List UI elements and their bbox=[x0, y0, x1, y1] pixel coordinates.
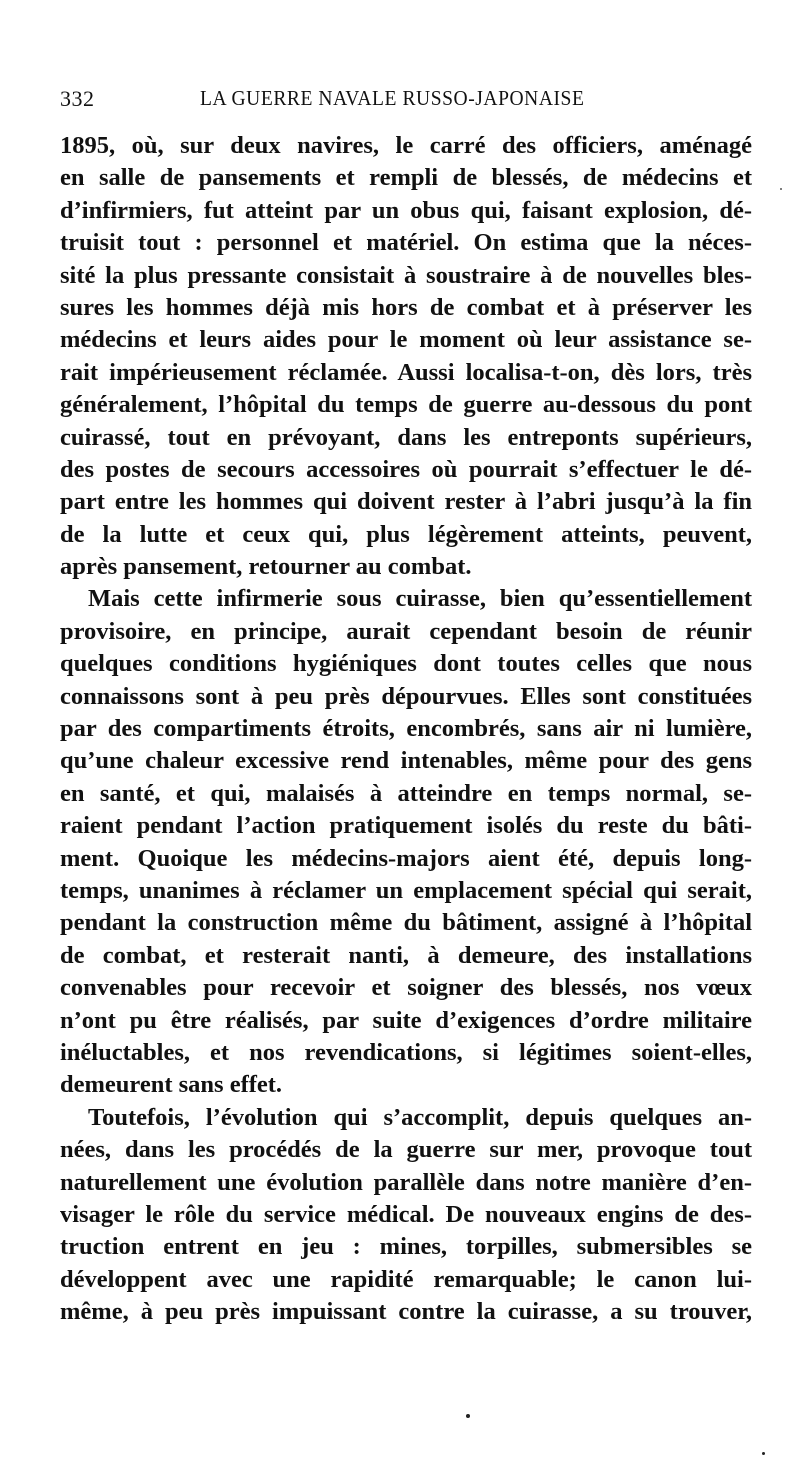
running-title: LA GUERRE NAVALE RUSSO-JAPONAISE bbox=[200, 86, 585, 110]
text-line: qu’une chaleur excessive rend intenables, même pour des gens bbox=[60, 747, 752, 775]
text-line: cuirassé, tout en prévoyant, dans les entreponts supérieurs, bbox=[60, 423, 752, 451]
text-line: truction entrent en jeu : mines, torpilles, submersibles se bbox=[60, 1233, 752, 1261]
text-line: nées, dans les procédés de la guerre sur mer, provoque tout bbox=[60, 1136, 752, 1164]
text-line: en salle de pansements et rempli de blessés, de médecins et bbox=[60, 164, 752, 192]
text-line: de la lutte et ceux qui, plus légèrement atteints, peuvent, bbox=[60, 520, 752, 548]
text-line: part entre les hommes qui doivent rester à l’abri jusqu’à la fin bbox=[60, 488, 752, 516]
text-line: connaissons sont à peu près dépourvues. Elles sont constituées bbox=[60, 682, 752, 710]
text-line: en santé, et qui, malaisés à atteindre en temps normal, se- bbox=[60, 779, 752, 807]
text-line: sité la plus pressante consistait à soustraire à de nouvelles bles- bbox=[60, 261, 752, 289]
text-line: temps, unanimes à réclamer un emplacement spécial qui serait, bbox=[60, 876, 752, 904]
text-line: sures les hommes déjà mis hors de combat et à préserver les bbox=[60, 293, 752, 321]
page-number: 332 bbox=[60, 86, 95, 111]
text-line: n’ont pu être réalisés, par suite d’exigences d’ordre militaire bbox=[60, 1006, 752, 1034]
text-line: de combat, et resterait nanti, à demeure, des installations bbox=[60, 941, 752, 969]
text-line: médecins et leurs aides pour le moment où leur assistance se- bbox=[60, 326, 752, 354]
text-line: visager le rôle du service médical. De nouveaux engins de des- bbox=[60, 1200, 752, 1228]
print-speck bbox=[780, 188, 782, 190]
body-text bbox=[60, 130, 752, 1328]
text-line: 1895, où, sur deux navires, le carré des officiers, aménagé bbox=[60, 132, 752, 159]
text-line: provisoire, en principe, aurait cependant besoin de réunir bbox=[60, 617, 752, 645]
text-line: truisit tout : personnel et matériel. On estima que la néces- bbox=[60, 229, 752, 257]
text-line: des postes de secours accessoires où pourrait s’effectuer le dé- bbox=[60, 455, 752, 483]
text-line: généralement, l’hôpital du temps de guerre au-dessous du pont bbox=[60, 391, 752, 419]
text-line: développent avec une rapidité remarquable; le canon lui- bbox=[60, 1265, 752, 1293]
text-line: d’infirmiers, fut atteint par un obus qui, faisant explosion, dé- bbox=[60, 196, 752, 224]
paragraph-end-line: après pansement, retourner au combat. bbox=[60, 553, 472, 581]
text-line: pendant la construction même du bâtiment, assigné à l’hôpital bbox=[60, 909, 752, 937]
text-line: raient pendant l’action pratiquement isolés du reste du bâti- bbox=[60, 812, 752, 840]
page-header bbox=[60, 86, 750, 118]
text-line: convenables pour recevoir et soigner des blessés, nos vœux bbox=[60, 974, 752, 1002]
text-line: inéluctables, et nos revendications, si légitimes soient-elles, bbox=[60, 1038, 752, 1066]
text-line: rait impérieusement réclamée. Aussi localisa-t-on, dès lors, très bbox=[60, 358, 752, 386]
print-speck bbox=[466, 1414, 470, 1418]
text-line: quelques conditions hygiéniques dont toutes celles que nous bbox=[60, 650, 752, 678]
text-line: par des compartiments étroits, encombrés, sans air ni lumière, bbox=[60, 715, 752, 743]
paragraph-end-line: demeurent sans effet. bbox=[60, 1071, 283, 1099]
text-line: même, à peu près impuissant contre la cuirasse, a su trouver, bbox=[60, 1298, 752, 1326]
text-line: naturellement une évolution parallèle dans notre manière d’en- bbox=[60, 1168, 752, 1196]
print-speck bbox=[762, 1452, 765, 1455]
text-line: ment. Quoique les médecins-majors aient été, depuis long- bbox=[60, 844, 752, 872]
paragraph-start-line: Mais cette infirmerie sous cuirasse, bien qu’essentiellement bbox=[88, 585, 752, 613]
paragraph-start-line: Toutefois, l’évolution qui s’accomplit, depuis quelques an- bbox=[88, 1103, 752, 1131]
